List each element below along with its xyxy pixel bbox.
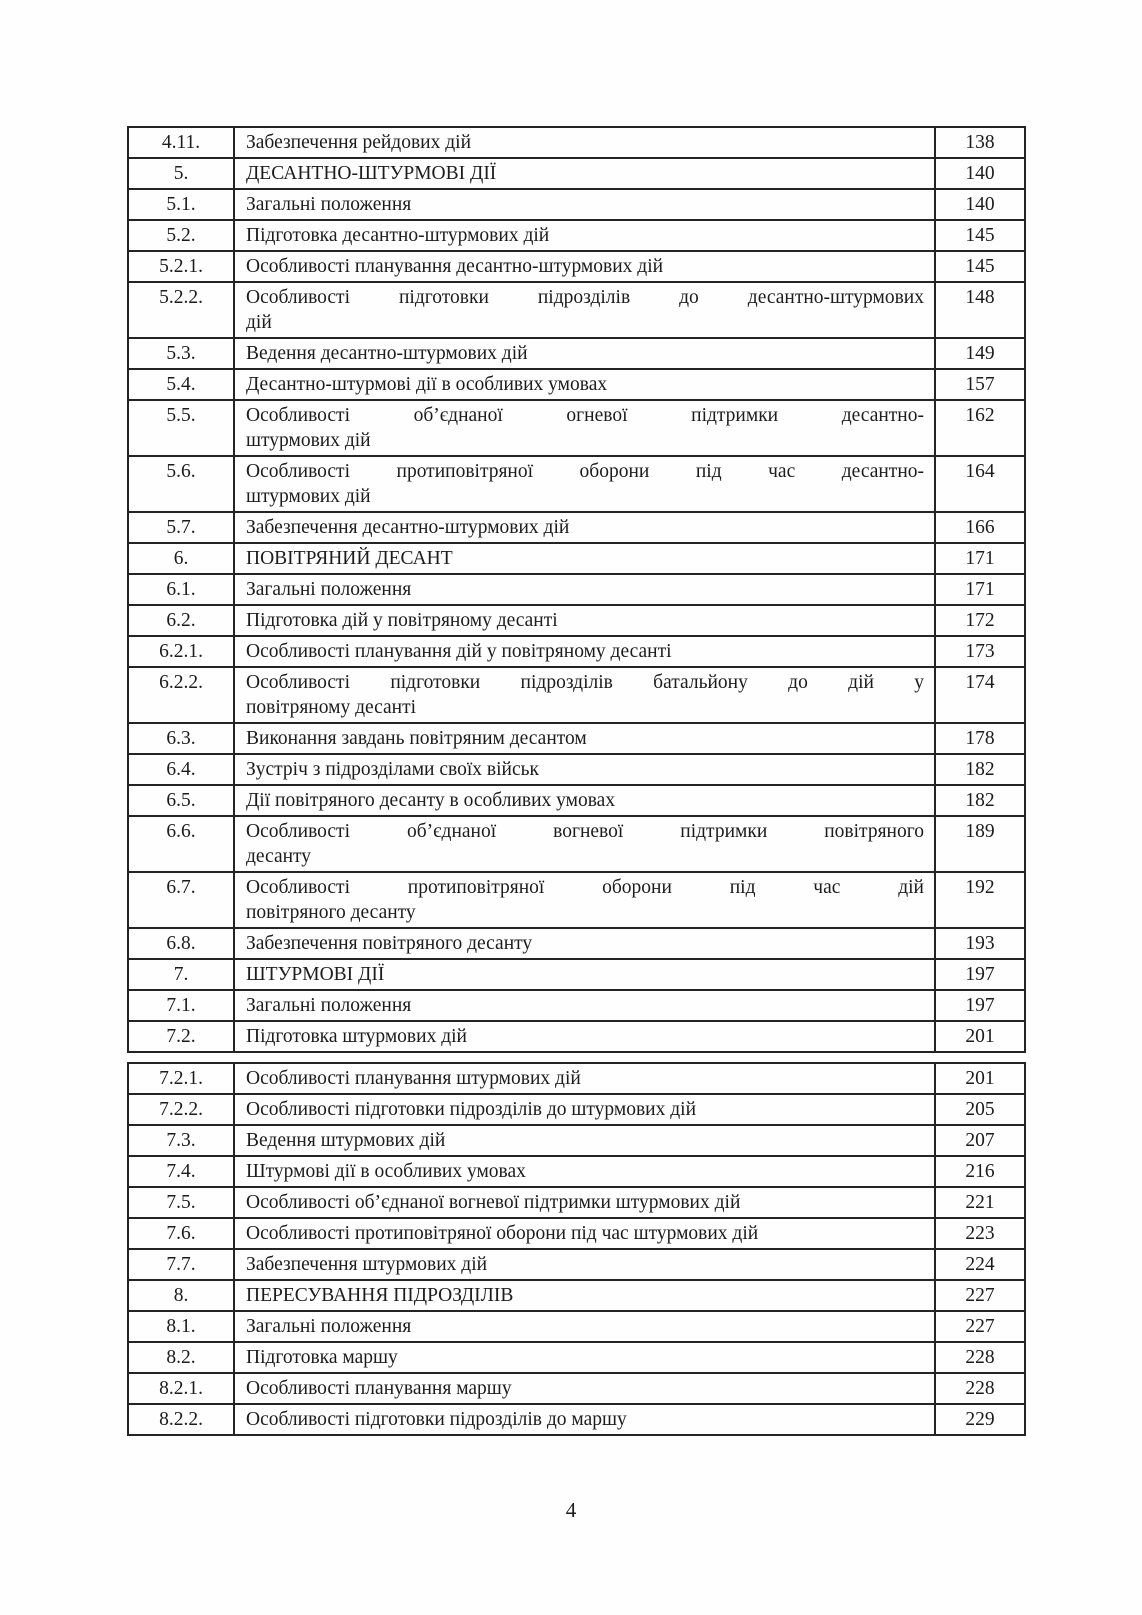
toc-row-page: 192: [935, 872, 1025, 928]
toc-row-title: [234, 127, 935, 158]
toc-row: [128, 456, 1025, 512]
toc-title-line: Ведення штурмових дій: [246, 1130, 446, 1151]
toc-title-line: ДЕСАНТНО-ШТУРМОВІ ДІЇ: [246, 163, 497, 184]
toc-row-page: 227: [935, 1280, 1025, 1311]
toc-row: [128, 251, 1025, 282]
toc-row-number: 5.: [128, 158, 234, 189]
toc-row: [128, 1373, 1025, 1404]
toc-row-title: [234, 400, 935, 456]
toc-row-page: 228: [935, 1373, 1025, 1404]
toc-row-number: 6.2.1.: [128, 636, 234, 667]
toc-row: [128, 1094, 1025, 1125]
toc-row-title: [234, 636, 935, 667]
toc-row-page: 171: [935, 543, 1025, 574]
toc-title-line: Особливості протиповітряної оборони під час десантно-: [246, 461, 924, 482]
toc-row-page: 173: [935, 636, 1025, 667]
toc-row: [128, 189, 1025, 220]
toc-table-part-2: [127, 1062, 1026, 1436]
toc-row-title: [234, 1249, 935, 1280]
toc-title-line: Загальні положення: [246, 995, 412, 1016]
toc-row-title: [234, 816, 935, 872]
toc-row-page: 223: [935, 1218, 1025, 1249]
toc-row-title: [234, 1373, 935, 1404]
toc-title-line: Підготовка десантно-штурмових дій: [246, 225, 550, 246]
toc-title-line: Особливості протиповітряної оборони під час штурмових дій: [246, 1223, 759, 1244]
toc-table-part-1: [127, 126, 1026, 1053]
toc-row: [128, 400, 1025, 456]
toc-title-line: Ведення десантно-штурмових дій: [246, 343, 528, 364]
toc-title-line: Забезпечення повітряного десанту: [246, 933, 533, 954]
toc-row-number: 6.2.: [128, 605, 234, 636]
toc-row: [128, 220, 1025, 251]
toc-title-line: Особливості планування дій у повітряному десанті: [246, 641, 672, 662]
toc-row-page: 148: [935, 282, 1025, 338]
toc-title-line: Особливості об’єднаної вогневої підтримки повітряного: [246, 821, 924, 842]
toc-title-line: повітряного десанту: [246, 902, 416, 923]
toc-title-line: Штурмові дії в особливих умовах: [246, 1161, 526, 1182]
toc-row-number: 5.5.: [128, 400, 234, 456]
toc-row-page: 149: [935, 338, 1025, 369]
toc-title-line: Особливості планування десантно-штурмових дій: [246, 256, 664, 277]
toc-row-page: 174: [935, 667, 1025, 723]
toc-row-title: [234, 928, 935, 959]
toc-row-title: [234, 1094, 935, 1125]
toc-row-page: 224: [935, 1249, 1025, 1280]
toc-row-title: [234, 605, 935, 636]
toc-row-number: 7.: [128, 959, 234, 990]
toc-row-title: [234, 543, 935, 574]
toc-row: [128, 543, 1025, 574]
toc-row: [128, 723, 1025, 754]
toc-row-page: 138: [935, 127, 1025, 158]
toc-row-title: [234, 1218, 935, 1249]
toc-row: [128, 338, 1025, 369]
toc-row-page: 140: [935, 158, 1025, 189]
toc-row-number: 4.11.: [128, 127, 234, 158]
toc-row-number: 6.1.: [128, 574, 234, 605]
toc-title-line: Підготовка штурмових дій: [246, 1026, 467, 1047]
toc-title-line: Особливості об’єднаної огневої підтримки десантно-: [246, 405, 924, 426]
toc-row-page: 216: [935, 1156, 1025, 1187]
toc-row-page: 145: [935, 251, 1025, 282]
toc-title-line: Зустріч з підрозділами своїх військ: [246, 759, 539, 780]
toc-row: [128, 1249, 1025, 1280]
toc-title-line: Дії повітряного десанту в особливих умовах: [246, 790, 616, 811]
toc-row-title: [234, 785, 935, 816]
toc-row-title: [234, 158, 935, 189]
toc-row-number: 6.5.: [128, 785, 234, 816]
toc-title-line: ПЕРЕСУВАННЯ ПІДРОЗДІЛІВ: [246, 1285, 514, 1306]
toc-row-number: 8.2.2.: [128, 1404, 234, 1435]
toc-row-title: [234, 1187, 935, 1218]
toc-row: [128, 1187, 1025, 1218]
toc-row-title: [234, 959, 935, 990]
toc-row-title: [234, 667, 935, 723]
toc-row-page: 140: [935, 189, 1025, 220]
toc-row-number: 7.5.: [128, 1187, 234, 1218]
toc-row: [128, 1218, 1025, 1249]
toc-row: [128, 1342, 1025, 1373]
toc-row-title: [234, 1311, 935, 1342]
toc-title-line: Забезпечення рейдових дій: [246, 132, 472, 153]
toc-row-page: 182: [935, 754, 1025, 785]
toc-row-number: 5.3.: [128, 338, 234, 369]
toc-row-title: [234, 220, 935, 251]
toc-row-number: 8.2.: [128, 1342, 234, 1373]
toc-row: [128, 1125, 1025, 1156]
toc-row: [128, 754, 1025, 785]
toc-title-line: Загальні положення: [246, 194, 412, 215]
toc-row-number: 7.4.: [128, 1156, 234, 1187]
toc-row-number: 7.2.1.: [128, 1063, 234, 1094]
toc-title-line: Особливості підготовки підрозділів батальйону до дій у: [246, 672, 924, 693]
toc-row-title: [234, 1404, 935, 1435]
toc-row-page: 207: [935, 1125, 1025, 1156]
toc-row-number: 5.2.1.: [128, 251, 234, 282]
toc-row-page: 201: [935, 1063, 1025, 1094]
toc-row-page: 171: [935, 574, 1025, 605]
toc-row-page: 228: [935, 1342, 1025, 1373]
toc-title-line: Підготовка дій у повітряному десанті: [246, 610, 558, 631]
toc-row-number: 5.7.: [128, 512, 234, 543]
toc-title-line: Особливості планування маршу: [246, 1378, 512, 1399]
toc-row-title: [234, 1125, 935, 1156]
toc-row-number: 7.7.: [128, 1249, 234, 1280]
toc-row-page: 178: [935, 723, 1025, 754]
toc-row-page: 197: [935, 990, 1025, 1021]
toc-title-line: Підготовка маршу: [246, 1347, 398, 1368]
toc-title-line: Особливості підготовки підрозділів до штурмових дій: [246, 1099, 697, 1120]
toc-title-line: ПОВІТРЯНИЙ ДЕСАНТ: [246, 548, 453, 569]
toc-row-page: 193: [935, 928, 1025, 959]
toc-title-line: Забезпечення штурмових дій: [246, 1254, 488, 1275]
page-footer-number: 4: [565, 1498, 577, 1522]
toc-row-number: 5.6.: [128, 456, 234, 512]
toc-row-title: [234, 723, 935, 754]
toc-row-number: 8.: [128, 1280, 234, 1311]
toc-row: [128, 872, 1025, 928]
toc-title-line: Особливості планування штурмових дій: [246, 1068, 581, 1089]
toc-row: [128, 1063, 1025, 1094]
toc-row-title: [234, 872, 935, 928]
toc-row-title: [234, 512, 935, 543]
toc-row-page: 145: [935, 220, 1025, 251]
toc-row: [128, 785, 1025, 816]
toc-row-number: 5.2.2.: [128, 282, 234, 338]
toc-row-title: [234, 1021, 935, 1052]
toc-row: [128, 369, 1025, 400]
toc-row: [128, 928, 1025, 959]
toc-row: [128, 1021, 1025, 1052]
toc-row-title: [234, 754, 935, 785]
toc-title-line: повітряному десанті: [246, 697, 417, 718]
toc-row: [128, 959, 1025, 990]
toc-row: [128, 1280, 1025, 1311]
toc-row-page: 162: [935, 400, 1025, 456]
toc-title-line: Десантно-штурмові дії в особливих умовах: [246, 374, 608, 395]
toc-title-line: дій: [246, 312, 272, 333]
toc-row-title: [234, 1063, 935, 1094]
toc-row-title: [234, 1280, 935, 1311]
toc-row: [128, 158, 1025, 189]
toc-row-number: 8.2.1.: [128, 1373, 234, 1404]
toc-row-title: [234, 456, 935, 512]
toc-row-title: [234, 251, 935, 282]
toc-row-number: 7.3.: [128, 1125, 234, 1156]
toc-row-title: [234, 189, 935, 220]
toc-row-number: 6.7.: [128, 872, 234, 928]
toc-title-line: Виконання завдань повітряним десантом: [246, 728, 587, 749]
toc-title-line: десанту: [246, 846, 312, 867]
toc-row-page: 229: [935, 1404, 1025, 1435]
toc-title-line: Особливості протиповітряної оборони під час дій: [246, 877, 924, 898]
toc-title-line: Забезпечення десантно-штурмових дій: [246, 517, 570, 538]
toc-row-title: [234, 282, 935, 338]
toc-row-number: 7.2.2.: [128, 1094, 234, 1125]
toc-row: [128, 667, 1025, 723]
toc-row: [128, 605, 1025, 636]
toc-row-number: 6.: [128, 543, 234, 574]
toc-row-page: 201: [935, 1021, 1025, 1052]
toc-title-line: Загальні положення: [246, 1316, 412, 1337]
toc-row-page: 164: [935, 456, 1025, 512]
toc-row-page: 189: [935, 816, 1025, 872]
toc-row-title: [234, 574, 935, 605]
toc-title-line: Особливості об’єднаної вогневої підтримки штурмових дій: [246, 1192, 741, 1213]
toc-row: [128, 816, 1025, 872]
toc-row-page: 172: [935, 605, 1025, 636]
toc-row-number: 6.2.2.: [128, 667, 234, 723]
toc-row-number: 7.6.: [128, 1218, 234, 1249]
toc-row-number: 5.4.: [128, 369, 234, 400]
toc-row-page: 157: [935, 369, 1025, 400]
toc-row-number: 5.1.: [128, 189, 234, 220]
toc-row: [128, 512, 1025, 543]
toc-row-number: 6.6.: [128, 816, 234, 872]
toc-row: [128, 636, 1025, 667]
toc-title-line: Особливості підготовки підрозділів до десантно-штурмових: [246, 287, 924, 308]
toc-row-number: 6.4.: [128, 754, 234, 785]
table-of-contents: [127, 126, 1024, 1436]
toc-row: [128, 127, 1025, 158]
toc-row-page: 227: [935, 1311, 1025, 1342]
toc-row-number: 6.8.: [128, 928, 234, 959]
toc-row: [128, 990, 1025, 1021]
toc-row-title: [234, 338, 935, 369]
toc-row-number: 7.2.: [128, 1021, 234, 1052]
toc-title-line: Особливості підготовки підрозділів до маршу: [246, 1409, 627, 1430]
toc-row-title: [234, 1156, 935, 1187]
toc-row: [128, 1311, 1025, 1342]
toc-row-number: 8.1.: [128, 1311, 234, 1342]
toc-row: [128, 282, 1025, 338]
toc-row-number: 5.2.: [128, 220, 234, 251]
toc-title-line: Загальні положення: [246, 579, 412, 600]
toc-row-page: 221: [935, 1187, 1025, 1218]
toc-row: [128, 574, 1025, 605]
toc-row-page: 205: [935, 1094, 1025, 1125]
toc-row-page: 182: [935, 785, 1025, 816]
toc-row-title: [234, 369, 935, 400]
toc-title-line: штурмових дій: [246, 486, 371, 507]
toc-row: [128, 1156, 1025, 1187]
toc-row-title: [234, 990, 935, 1021]
toc-row-page: 166: [935, 512, 1025, 543]
toc-row-number: 7.1.: [128, 990, 234, 1021]
toc-title-line: штурмових дій: [246, 430, 371, 451]
toc-row-title: [234, 1342, 935, 1373]
toc-row: [128, 1404, 1025, 1435]
toc-title-line: ШТУРМОВІ ДІЇ: [246, 964, 385, 985]
toc-row-page: 197: [935, 959, 1025, 990]
toc-row-number: 6.3.: [128, 723, 234, 754]
